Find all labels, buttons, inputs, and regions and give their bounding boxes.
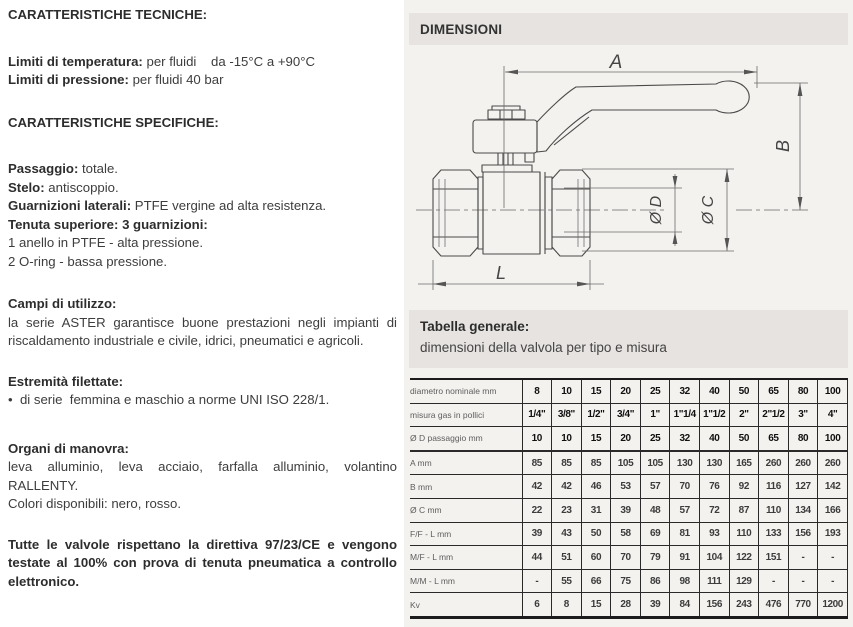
table-cell: 32: [670, 379, 700, 403]
table-cell: 10: [552, 379, 582, 403]
table-cell: 151: [759, 546, 789, 570]
row-label: Kv: [410, 593, 522, 618]
tenuta-line: [8, 216, 397, 235]
table-cell: -: [788, 569, 818, 593]
table-cell: 65: [759, 379, 789, 403]
dim-label-b: B: [773, 139, 793, 153]
text-value: Colori disponibili: nero, rosso.: [8, 496, 181, 511]
row-label: B mm: [410, 475, 522, 499]
table-cell: 100: [818, 379, 848, 403]
table-row: [410, 569, 848, 593]
table-cell: 23: [552, 498, 582, 522]
text-value: 1 anello in PTFE - alta pressione.: [8, 235, 203, 250]
table-cell: -: [522, 569, 552, 593]
table-cell: 193: [818, 522, 848, 546]
valve-lever-handle: [537, 81, 749, 152]
table-cell: 48: [640, 498, 670, 522]
table-cell: 42: [522, 475, 552, 499]
table-cell: 3/4": [611, 403, 641, 427]
table-cell: 85: [522, 451, 552, 475]
table-cell: 116: [759, 475, 789, 499]
table-cell: 130: [670, 451, 700, 475]
valve-body: [433, 170, 590, 256]
table-cell: 1": [640, 403, 670, 427]
left-column: [8, 6, 397, 591]
guarnizioni-line: [8, 197, 397, 216]
table-cell: 156: [788, 522, 818, 546]
row-label: diametro nominale mm: [410, 379, 522, 403]
table-cell: 15: [581, 427, 611, 451]
table-cell: 42: [552, 475, 582, 499]
text-label: Tenuta superiore: 3 guarnizioni:: [8, 216, 208, 232]
table-cell: 87: [729, 498, 759, 522]
table-cell: 3/8": [552, 403, 582, 427]
passaggio-line: [8, 160, 397, 179]
table-row: [410, 475, 848, 499]
table-cell: 10: [552, 427, 582, 451]
table-cell: 50: [729, 379, 759, 403]
table-cell: 165: [729, 451, 759, 475]
tabella-header-bar: [409, 310, 848, 368]
estremita-title: Estremità filettate:: [8, 373, 124, 389]
table-cell: 110: [729, 522, 759, 546]
table-cell: 81: [670, 522, 700, 546]
valve-stem: [473, 106, 537, 172]
table-cell: 25: [640, 379, 670, 403]
table-cell: 53: [611, 475, 641, 499]
dim-label-l: L: [495, 263, 507, 283]
table-cell: 122: [729, 546, 759, 570]
table-cell: 91: [670, 546, 700, 570]
table-cell: 22: [522, 498, 552, 522]
text-label: Passaggio:: [8, 161, 79, 176]
table-row: [410, 498, 848, 522]
table-cell: 127: [788, 475, 818, 499]
organi-title: Organi di manovra:: [8, 440, 129, 456]
oring-line: [8, 253, 397, 272]
table-cell: 134: [788, 498, 818, 522]
table-cell: 31: [581, 498, 611, 522]
table-cell: 25: [640, 427, 670, 451]
row-label: misura gas in pollici: [410, 403, 522, 427]
text-label: Stelo:: [8, 179, 45, 195]
row-label: Ø C mm: [410, 498, 522, 522]
table-cell: 133: [759, 522, 789, 546]
table-cell: 70: [670, 475, 700, 499]
table-cell: 80: [788, 379, 818, 403]
dimensions-table-body: [410, 379, 848, 617]
table-cell: 10: [522, 427, 552, 451]
table-cell: 20: [611, 379, 641, 403]
table-cell: 100: [818, 427, 848, 451]
table-cell: 243: [729, 593, 759, 618]
table-cell: 51: [552, 546, 582, 570]
table-cell: 110: [759, 498, 789, 522]
pressure-line: [8, 71, 397, 90]
table-cell: 166: [818, 498, 848, 522]
table-cell: 111: [699, 569, 729, 593]
table-cell: 476: [759, 593, 789, 618]
table-cell: 3": [788, 403, 818, 427]
campi-title: Campi di utilizzo:: [8, 296, 117, 311]
row-label: F/F - L mm: [410, 522, 522, 546]
row-label: Ø D passaggio mm: [410, 427, 522, 451]
table-cell: 85: [581, 451, 611, 475]
table-row: [410, 451, 848, 475]
table-cell: 43: [552, 522, 582, 546]
table-cell: 50: [581, 522, 611, 546]
table-cell: 104: [699, 546, 729, 570]
table-row: [410, 379, 848, 403]
text-label: Limiti di pressione:: [8, 72, 129, 87]
stelo-line: [8, 179, 397, 198]
table-cell: 85: [552, 451, 582, 475]
row-label: M/F - L mm: [410, 546, 522, 570]
text-value: antiscoppio.: [44, 179, 119, 195]
campi-text: la serie ASTER garantisce buone prestazioni negli impianti di riscaldamento industriale e civile, idrici, pneumatici e agricoli.: [8, 314, 397, 348]
table-row: [410, 522, 848, 546]
row-label: A mm: [410, 451, 522, 475]
table-cell: 57: [670, 498, 700, 522]
table-cell: 156: [699, 593, 729, 618]
table-cell: 129: [729, 569, 759, 593]
tabella-subtitle: dimensioni della valvola per tipo e misura: [420, 340, 667, 355]
table-cell: 93: [699, 522, 729, 546]
table-cell: 142: [818, 475, 848, 499]
table-cell: 2"1/2: [759, 403, 789, 427]
table-cell: 44: [522, 546, 552, 570]
table-cell: 79: [640, 546, 670, 570]
dimension-b: [754, 83, 808, 210]
dim-label-d: Ø D: [648, 195, 665, 225]
table-cell: -: [759, 569, 789, 593]
table-cell: 39: [640, 593, 670, 618]
text-value: • di serie femmina e maschio a norme UNI ISO 228/1.: [8, 392, 330, 407]
table-cell: -: [788, 546, 818, 570]
table-cell: 55: [552, 569, 582, 593]
table-cell: 28: [611, 593, 641, 618]
tabella-title: Tabella generale:: [420, 319, 530, 334]
dimensioni-title: DIMENSIONI: [420, 21, 503, 37]
row-label: M/M - L mm: [410, 569, 522, 593]
table-cell: 105: [640, 451, 670, 475]
table-cell: 69: [640, 522, 670, 546]
dim-label-c: Ø C: [700, 195, 717, 225]
table-cell: 260: [759, 451, 789, 475]
table-cell: 260: [818, 451, 848, 475]
table-cell: 40: [699, 379, 729, 403]
table-cell: 75: [611, 569, 641, 593]
direttiva-paragraph: Tutte le valvole rispettano la direttiva 97/23/CE e vengono testate al 100% con prova di tenuta pneumatica a controllo elettronico.: [8, 536, 397, 589]
colori-line: [8, 495, 397, 514]
table-cell: 1200: [818, 593, 848, 618]
text-value: 2 O-ring - bassa pressione.: [8, 253, 168, 269]
table-cell: 1/4": [522, 403, 552, 427]
table-cell: 60: [581, 546, 611, 570]
table-cell: 40: [699, 427, 729, 451]
table-cell: 260: [788, 451, 818, 475]
dimensions-table-wrap: [410, 378, 848, 619]
valve-technical-drawing: [404, 48, 853, 306]
table-cell: 8: [552, 593, 582, 618]
right-panel: [404, 0, 853, 627]
table-cell: 39: [611, 498, 641, 522]
table-cell: 50: [729, 427, 759, 451]
table-cell: 6: [522, 593, 552, 618]
anello-line: [8, 234, 397, 253]
table-cell: 1"1/4: [670, 403, 700, 427]
text-label: Limiti di temperatura:: [8, 53, 143, 69]
table-cell: 46: [581, 475, 611, 499]
table-cell: 72: [699, 498, 729, 522]
table-cell: -: [818, 546, 848, 570]
table-cell: 92: [729, 475, 759, 499]
dimension-a: [504, 52, 757, 208]
table-cell: 65: [759, 427, 789, 451]
table-cell: 84: [670, 593, 700, 618]
table-cell: 1/2": [581, 403, 611, 427]
section-title-specifiche: CARATTERISTICHE SPECIFICHE:: [8, 114, 219, 130]
text-label: Guarnizioni laterali:: [8, 198, 132, 213]
table-row: [410, 593, 848, 618]
table-row: [410, 546, 848, 570]
table-cell: 39: [522, 522, 552, 546]
table-cell: 4": [818, 403, 848, 427]
text-value: totale.: [78, 161, 118, 176]
table-cell: 2": [729, 403, 759, 427]
dimension-l: [418, 260, 604, 290]
table-cell: 1"1/2: [699, 403, 729, 427]
table-row: [410, 403, 848, 427]
temp-line: [8, 53, 397, 72]
table-cell: -: [818, 569, 848, 593]
organi-text: leva alluminio, leva acciaio, farfalla alluminio, volantino RALLENTY.: [8, 459, 397, 493]
text-value: per fluidi da -15°C a +90°C: [142, 53, 316, 69]
table-cell: 15: [581, 593, 611, 618]
table-cell: 76: [699, 475, 729, 499]
table-cell: 86: [640, 569, 670, 593]
table-cell: 98: [670, 569, 700, 593]
table-cell: 66: [581, 569, 611, 593]
dimensions-table: [410, 378, 848, 619]
dimensioni-header-bar: [409, 13, 848, 45]
table-cell: 770: [788, 593, 818, 618]
table-cell: 32: [670, 427, 700, 451]
table-cell: 58: [611, 522, 641, 546]
table-cell: 57: [640, 475, 670, 499]
table-cell: 8: [522, 379, 552, 403]
estremita-line: [8, 391, 397, 410]
dim-label-a: A: [609, 52, 623, 73]
table-cell: 15: [581, 379, 611, 403]
text-value: PTFE vergine ad alta resistenza.: [131, 198, 327, 213]
table-cell: 130: [699, 451, 729, 475]
table-cell: 70: [611, 546, 641, 570]
section-title-tecniche: CARATTERISTICHE TECNICHE:: [8, 7, 208, 22]
text-value: per fluidi 40 bar: [128, 72, 224, 87]
table-row: [410, 427, 848, 451]
table-cell: 105: [611, 451, 641, 475]
table-cell: 20: [611, 427, 641, 451]
table-cell: 80: [788, 427, 818, 451]
